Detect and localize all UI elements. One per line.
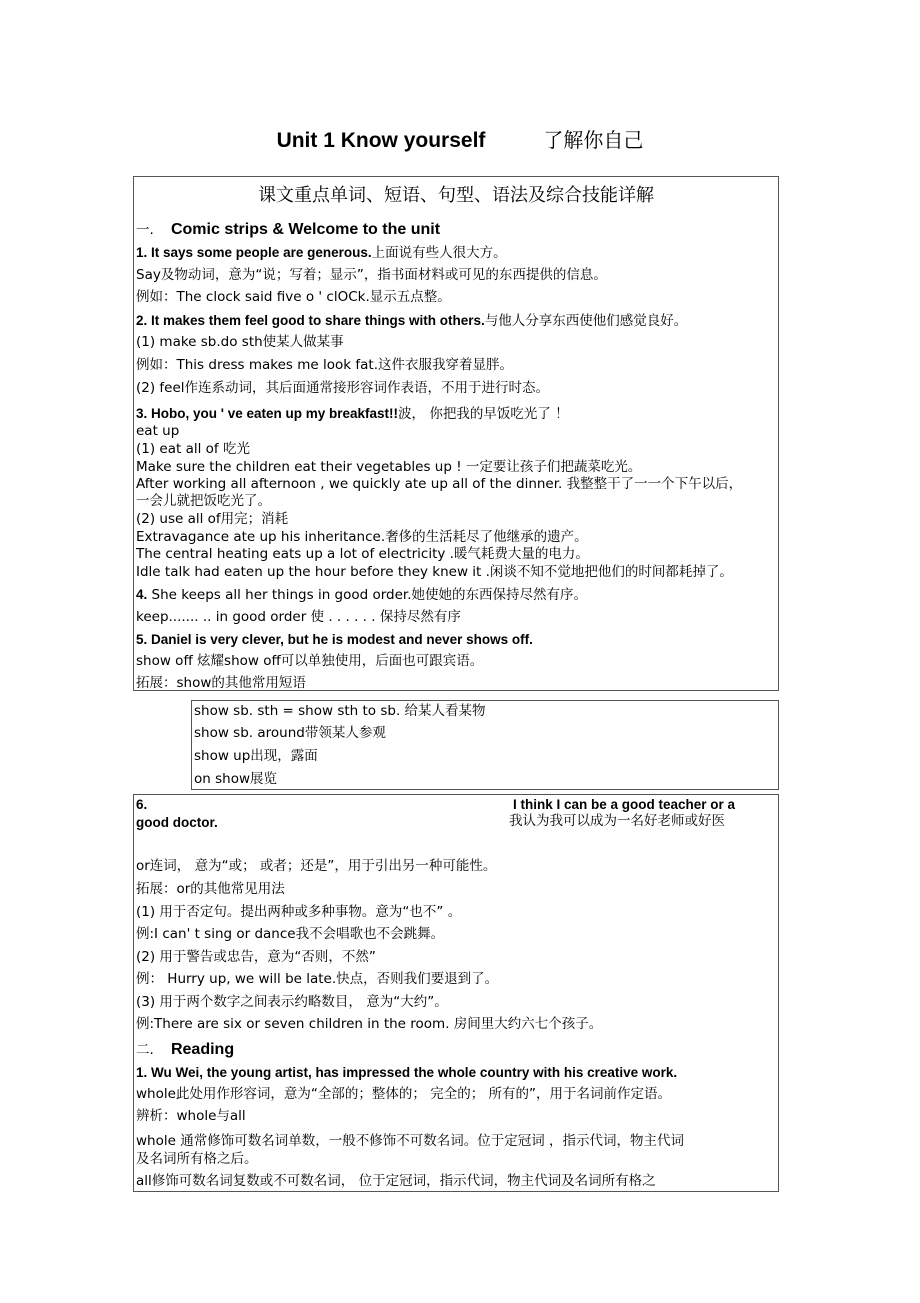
text-line: 一会儿就把饭吃光了。 [136,493,271,509]
text-line: (2) 用于警告或忠告，意为“否则，不然” [136,949,376,965]
text-line: Say及物动词，意为“说；写着；显示”，指书面材料或可见的东西提供的信息。 [136,267,607,283]
point-3 [136,405,569,423]
section-title: Comic strips & Welcome to the unit [170,221,441,238]
point-sentence: 1. Wu Wei, the young artist, has impressed the whole country with his creative work. [136,1065,678,1080]
point-6-sentence: I think I can be a good teacher or a [513,797,736,812]
box-heading: 课文重点单词、短语、句型、语法及综合技能详解 [258,185,654,206]
text-line: whole 通常修饰可数名词单数，一般不修饰不可数名词。位于定冠词 ，指示代词，物主代词 [136,1133,684,1149]
text-line: 例:There are six or seven children in the room. 房间里大约六七个孩子。 [136,1016,603,1032]
text-line: 及名词所有格之后。 [136,1151,258,1167]
title-chinese: 了解你自己 [543,128,644,152]
section-title: Reading [170,1041,235,1058]
section-2-heading [136,1041,234,1059]
text-line: 例： Hurry up, we will be late.快点，否则我们要退到了。 [136,971,499,987]
text-line: (1) 用于否定句。提出两种或多种事物。意为“也不” 。 [136,904,462,920]
text-line: 例如：The clock said five o ' clOCk.显示五点整。 [136,289,451,305]
point-translation: 与他人分享东西使他们感觉良好。 [484,313,688,329]
phrase-row: show up出现，露面 [194,748,318,764]
point-5 [136,631,533,649]
phrase-row: show sb. around带领某人参观 [194,725,386,741]
page-title [0,124,920,153]
point-sentence: 5. Daniel is very clever, but he is modest and never shows off. [136,632,533,647]
text-line: (1) eat all of 吃光 [136,441,250,457]
point-translation: 上面说有些人很大方。 [371,245,507,261]
point-sentence: 1. It says some people are generous. [136,245,372,260]
point-6-number: 6. [136,797,148,812]
text-line: (2) feel作连系动词，其后面通常接形容词作表语，不用于进行时态。 [136,380,550,396]
text-line: 拓展：show的其他常用短语 [136,675,306,691]
point-translation: 波， 你把我的早饭吃光了 ！ [398,406,569,422]
text-line: Extravagance ate up his inheritance.奢侈的生活耗尽了他继承的遗产。 [136,529,588,545]
point-6-translation: 我认为我可以成为一名好老师或好医 [509,813,725,829]
text-line: 辨析：whole与all [136,1108,246,1124]
point-sentence: She keeps all her things in good order.她使她的东西保持尽然有序。 [147,587,588,603]
show-phrases-box [191,700,779,790]
point-1-reading [136,1064,677,1082]
section-number: 二. [136,1042,154,1058]
phrase-row: on show展览 [194,771,277,787]
text-line: Make sure the children eat their vegetables up ! 一定要让孩子们把蔬菜吃光。 [136,459,642,475]
point-sentence: 3. Hobo, you ' ve eaten up my breakfast!! [136,406,399,421]
text-line: (1) make sb.do sth使某人做某事 [136,334,344,350]
point-6-sentence-end: good doctor. [136,815,218,830]
text-line: The central heating eats up a lot of electricity .暖气耗费大量的电力。 [136,546,589,562]
section-number: 一. [136,222,154,238]
text-line: whole此处用作形容词，意为“全部的；整体的； 完全的； 所有的”，用于名词前作定语。 [136,1086,671,1102]
text-line: Idle talk had eaten up the hour before they knew it .闲谈不知不觉地把他们的时间都耗掉了。 [136,564,733,580]
text-line: all修饰可数名词复数或不可数名词， 位于定冠词，指示代词，物主代词及名词所有格之 [136,1173,656,1189]
text-line: show off 炫耀show off可以单独使用，后面也可跟宾语。 [136,653,484,669]
text-line: or连词， 意为“或； 或者；还是”，用于引出另一种可能性。 [136,858,497,874]
phrase-row: show sb. sth = show sth to sb. 给某人看某物 [194,703,486,719]
text-line: After working all afternoon , we quickly ate up all of the dinner. 我整整干了一一个下午以后， [136,476,743,492]
point-number: 4. [136,587,148,602]
text-line: eat up [136,423,180,439]
point-1 [136,244,507,262]
title-english: Unit 1 Know yourself [276,129,486,152]
section-1-heading [136,221,440,239]
text-line: 例如：This dress makes me look fat.这件衣服我穿着显胖。 [136,357,513,373]
point-2 [136,312,687,330]
continued-content-box [133,794,779,1192]
text-line: (2) use all of用完；消耗 [136,511,289,527]
main-content-box [133,176,779,691]
text-line: (3) 用于两个数字之间表示约略数目， 意为“大约”。 [136,994,448,1010]
text-line: 例:I can' t sing or dance我不会唱歌也不会跳舞。 [136,926,445,942]
point-4 [136,586,587,604]
text-line: keep....... .. in good order 使 . . . . . . 保持尽然有序 [136,609,461,625]
point-sentence: 2. It makes them feel good to share things with others. [136,313,485,328]
text-line: 拓展：or的其他常见用法 [136,881,285,897]
